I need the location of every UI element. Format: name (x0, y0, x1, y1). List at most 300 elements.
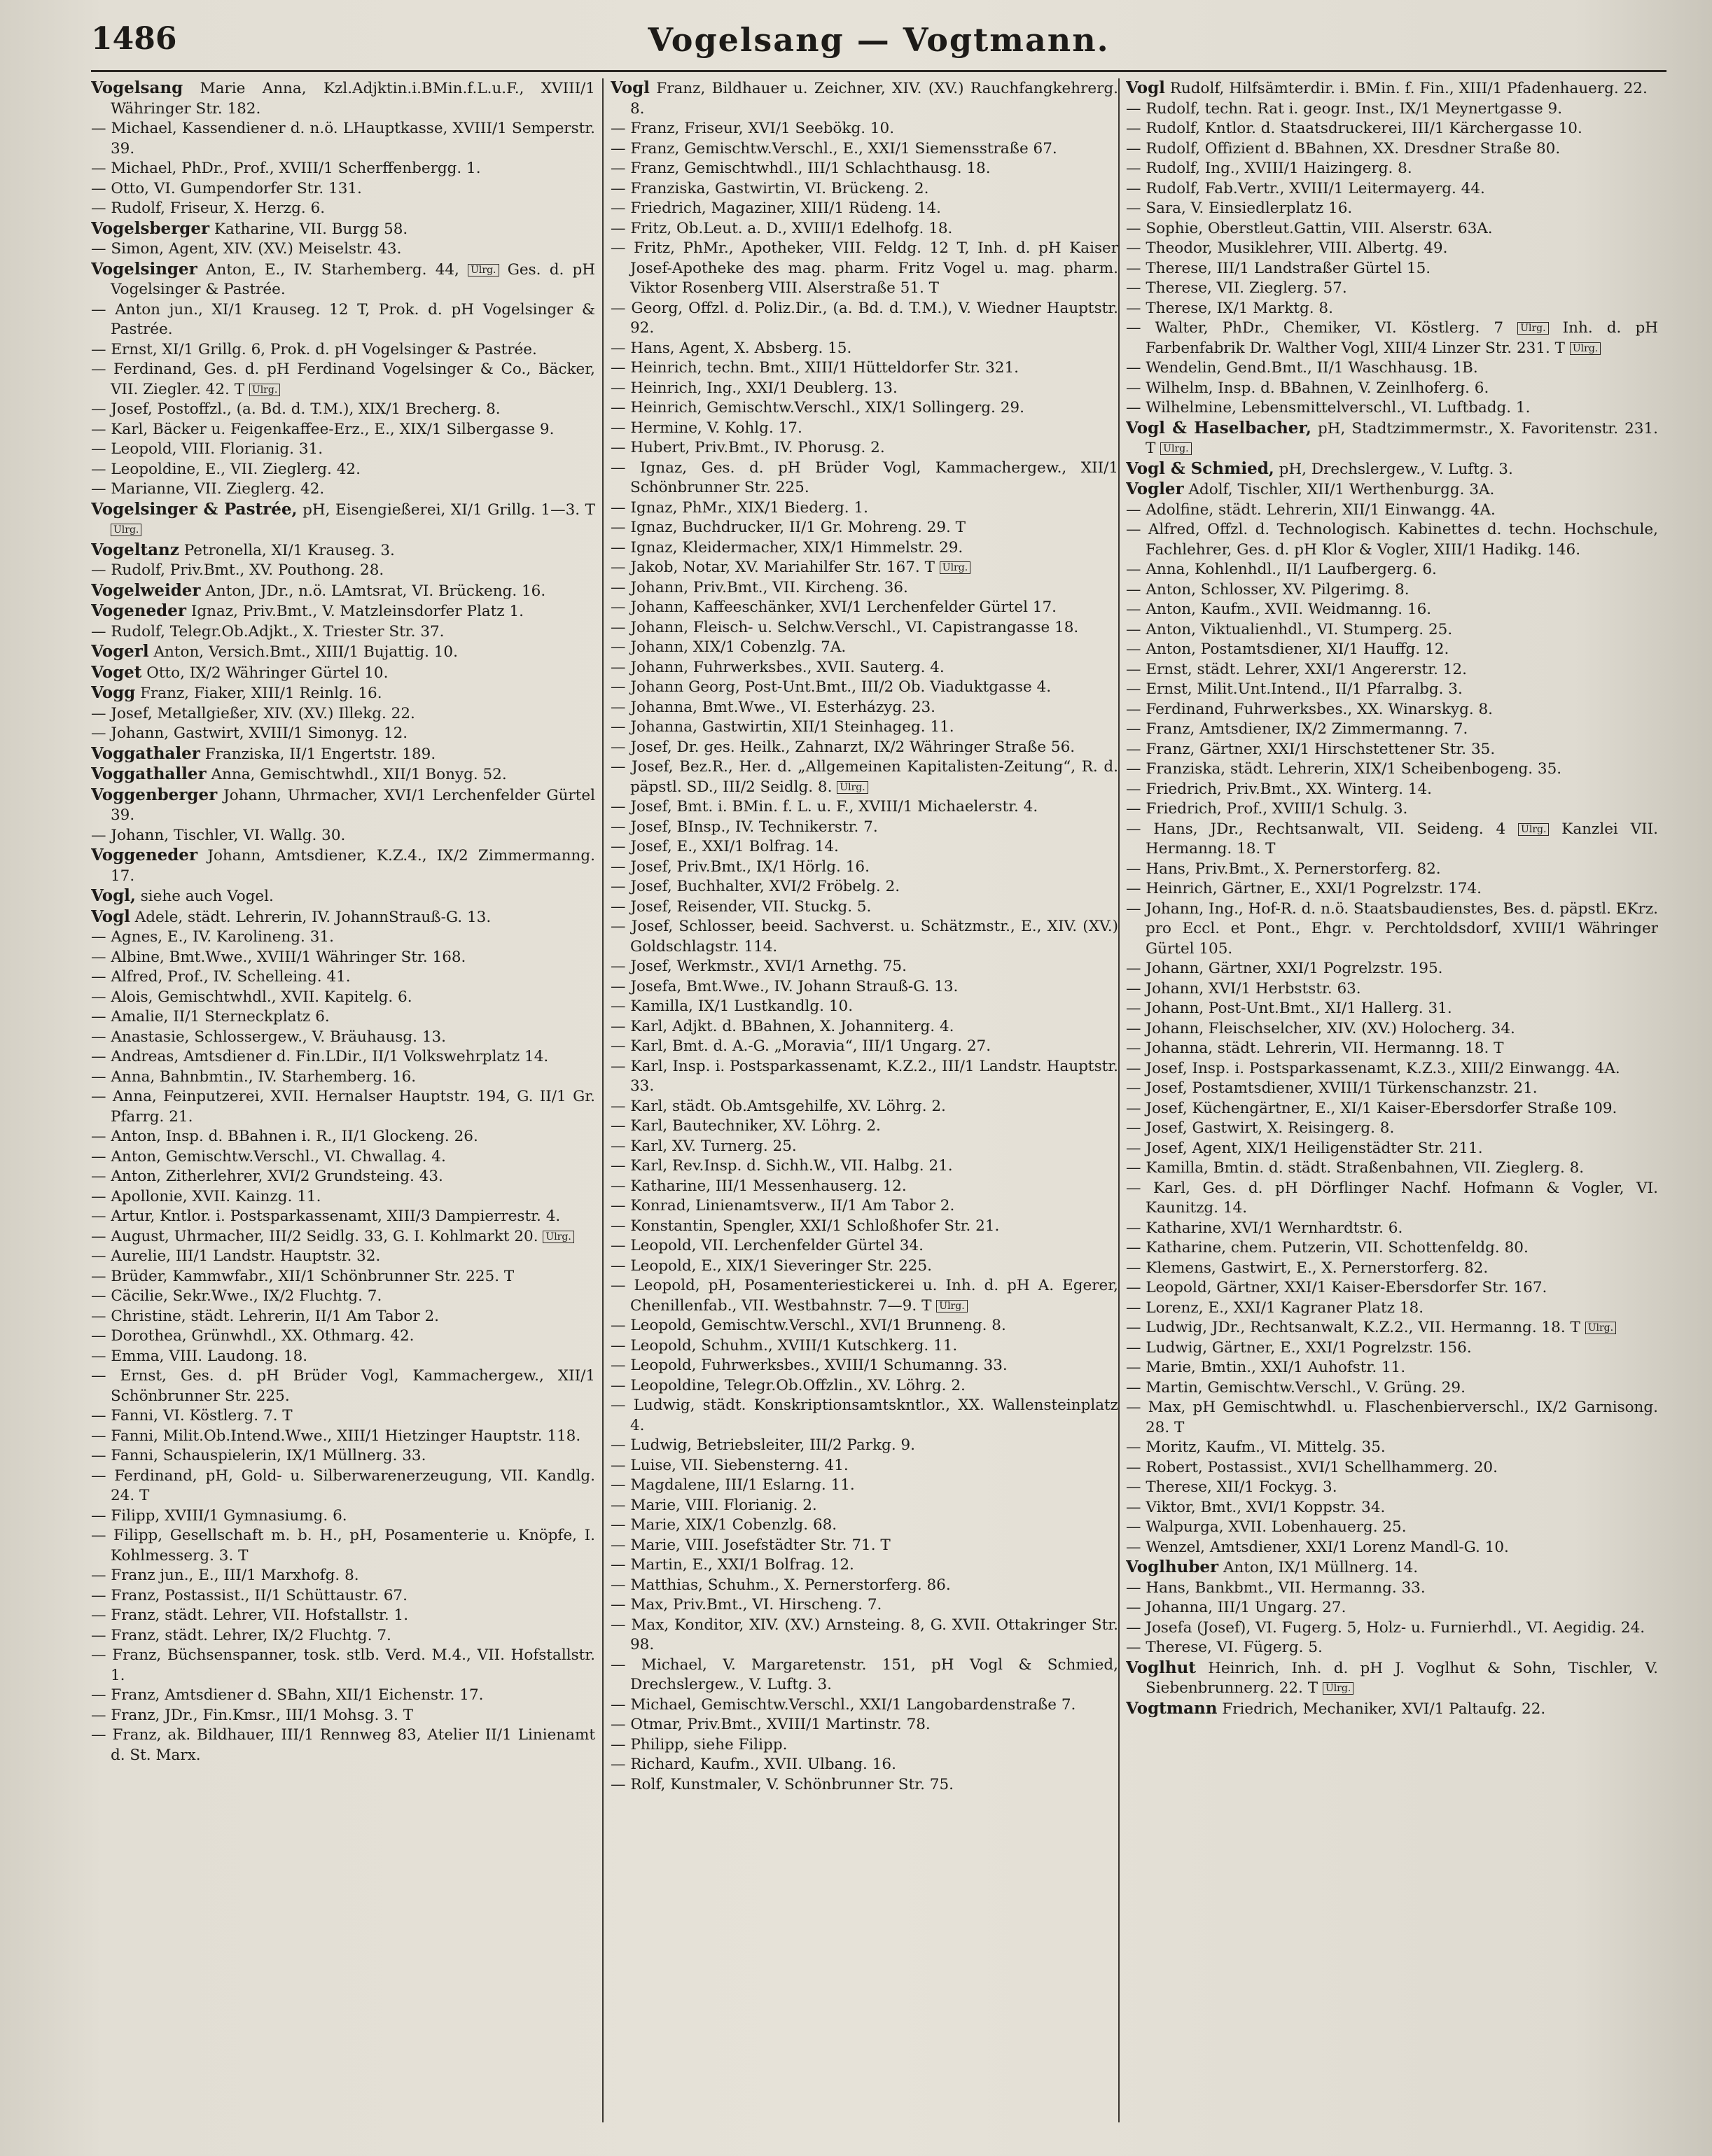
directory-entry (611, 877, 1118, 897)
entry-details: — Fritz, PhMr., Apotheker, VIII. Feldg. 12 T, Inh. d. pH Kaiser Josef-Apotheke des mag. pharm. Fritz Vogel u. mag. pharm. Viktor Rosenberg VIII. Alserstraße 51. T (611, 239, 1118, 297)
entry-details: — Johann, Fleisch- u. Selchw.Verschl., VI. Capistrangasse 18. (611, 618, 1079, 636)
directory-entry (91, 440, 595, 460)
directory-entry (91, 581, 595, 602)
directory-entry (611, 339, 1118, 359)
directory-entry (91, 886, 595, 907)
ulrg-badge: Ulrg. (249, 384, 280, 396)
entry-details: — Hermine, V. Kohlg. 17. (611, 419, 802, 437)
entry-details: — Richard, Kaufm., XVII. Ulbang. 16. (611, 1756, 896, 1773)
entry-details: — Josef, Postoffzl., (a. Bd. d. T.M.), XIX/1 Brecherg. 8. (91, 400, 501, 418)
entry-details: — Jakob, Notar, XV. Mariahilfer Str. 167. T (611, 559, 935, 576)
ulrg-badge: Ulrg. (1517, 322, 1548, 335)
ulrg-badge: Ulrg. (837, 781, 868, 794)
directory-entry (1126, 640, 1658, 660)
directory-entry (611, 299, 1118, 339)
directory-entry (611, 1097, 1118, 1117)
entry-details: — Franz, Gemischtw.Verschl., E., XXI/1 Siemensstraße 67. (611, 139, 1057, 158)
directory-entry (1126, 1059, 1658, 1079)
entry-details: — Michael, Kassendiener d. n.ö. LHauptkasse, XVIII/1 Semperstr. 39. (91, 120, 595, 158)
directory-entry (611, 78, 1118, 119)
directory-entry (1126, 419, 1658, 459)
ulrg-badge: Ulrg. (1585, 1322, 1616, 1334)
entry-surname: Vogerl (91, 642, 149, 661)
directory-entry (611, 638, 1118, 658)
directory-entry (1126, 1119, 1658, 1139)
entry-details: — Karl, städt. Ob.Amtsgehilfe, XV. Löhrg. 2. (611, 1097, 946, 1115)
directory-entry (611, 698, 1118, 718)
entry-details: — Josef, Metallgießer, XIV. (XV.) Illekg. 22. (91, 704, 415, 722)
directory-entry (1126, 1538, 1658, 1558)
column-1 (91, 78, 595, 2136)
directory-entry (1126, 660, 1658, 680)
entry-details: — Josef, Buchhalter, XVI/2 Fröbelg. 2. (611, 878, 900, 895)
entry-details: — Heinrich, Ing., XXI/1 Deublerg. 13. (611, 379, 898, 397)
entry-details: — Dorothea, Grünwhdl., XX. Othmarg. 42. (91, 1327, 415, 1345)
directory-entry (91, 1406, 595, 1427)
directory-entry (91, 988, 595, 1008)
directory-entry (1126, 1099, 1658, 1119)
entry-surname: Vogl, (91, 886, 136, 905)
directory-entry (611, 618, 1118, 638)
directory-entry (91, 927, 595, 948)
entry-details: — Leopoldine, Telegr.Ob.Offzlin., XV. Löhrg. 2. (611, 1376, 966, 1394)
entry-surname: Vogeltanz (91, 540, 179, 559)
entry-details: — Heinrich, techn. Bmt., XIII/1 Hütteldorfer Str. 321. (611, 359, 1019, 377)
ulrg-badge: Ulrg. (468, 264, 499, 276)
directory-entry (1126, 119, 1658, 139)
entry-details: — Josef, Werkmstr., XVI/1 Arnethg. 75. (611, 958, 907, 975)
directory-entry (91, 360, 595, 400)
directory-entry (1126, 459, 1658, 480)
directory-entry (611, 1775, 1118, 1795)
entry-details: — Cäcilie, Sekr.Wwe., IX/2 Fluchtg. 7. (91, 1287, 382, 1305)
directory-entry (91, 540, 595, 561)
entry-details: Adele, städt. Lehrerin, IV. JohannStrauß-G. 13. (134, 908, 492, 926)
entry-details: — Ferdinand, Fuhrwerksbes., XX. Winarskyg. 8. (1126, 700, 1494, 718)
entry-surname: Voggathaler (91, 743, 200, 763)
entry-details: — Josef, Dr. ges. Heilk., Zahnarzt, IX/2 Währinger Straße 56. (611, 738, 1076, 756)
directory-entry (1126, 580, 1658, 601)
directory-entry (611, 1236, 1118, 1256)
directory-entry (611, 1276, 1118, 1316)
directory-entry (1126, 1139, 1658, 1159)
entry-surname: Vogtmann (1126, 1698, 1218, 1718)
directory-entry (91, 179, 595, 200)
entry-details: — Rudolf, Fab.Vertr., XVIII/1 Leitermayerg. 44. (1126, 179, 1485, 197)
directory-entry (611, 358, 1118, 379)
entry-details: — Heinrich, Gemischtw.Verschl., XIX/1 Sollingerg. 29. (611, 399, 1024, 416)
entry-details: — Johanna, III/1 Ungarg. 27. (1126, 1599, 1346, 1616)
entry-details: Katharine, VII. Burgg 58. (214, 220, 408, 238)
entry-details: — Ernst, XI/1 Grillg. 6, Prok. d. pH Vogelsinger & Pastrée. (91, 340, 537, 358)
page-header (91, 14, 1666, 72)
entry-details: — Josef, E., XXI/1 Bolfrag. 14. (611, 838, 839, 855)
entry-details: — Marie, XIX/1 Cobenzlg. 68. (611, 1516, 837, 1534)
entry-details: — Fanni, VI. Köstlerg. 7. T (91, 1407, 293, 1424)
directory-entry (1126, 1658, 1658, 1699)
entry-details: — Therese, VI. Fügerg. 5. (1126, 1639, 1323, 1656)
directory-entry (91, 622, 595, 643)
directory-entry (1126, 680, 1658, 700)
entry-details: — Robert, Postassist., XVI/1 Schellhammerg. 20. (1126, 1458, 1498, 1476)
directory-entry (611, 1576, 1118, 1596)
ulrg-badge: Ulrg. (543, 1231, 573, 1243)
entry-details: — Rudolf, Telegr.Ob.Adjkt., X. Triester Str. 37. (91, 622, 445, 640)
directory-entry (611, 419, 1118, 439)
entry-details: — Ferdinand, pH, Gold- u. Silberwarenerzeugung, VII. Kandlg. 24. T (91, 1466, 595, 1504)
directory-entry (91, 1227, 595, 1247)
directory-entry (91, 219, 595, 240)
entry-details: — Anton, Kaufm., XVII. Weidmanng. 16. (1126, 601, 1432, 618)
directory-entry (611, 159, 1118, 179)
entry-details: — Emma, VIII. Laudong. 18. (91, 1347, 308, 1365)
directory-entry (91, 785, 595, 826)
directory-entry (1126, 1079, 1658, 1099)
directory-entry (91, 642, 595, 663)
entry-surname: Vogl & Schmied, (1126, 458, 1274, 478)
directory-entry (1126, 899, 1658, 960)
entry-details: — Franz, Postassist., II/1 Schüttaustr. 67. (91, 1586, 408, 1604)
directory-entry (1126, 1358, 1658, 1378)
directory-entry (611, 598, 1118, 618)
directory-entry (611, 678, 1118, 698)
entry-details: — Josef, Bez.R., Her. d. „Allgemeinen Kapitalisten-Zeitung“, R. d. päpstl. SD., III/2 Seidlg. 8. (611, 758, 1118, 796)
directory-entry (91, 1267, 595, 1287)
entry-details: — Johanna, Bmt.Wwe., VI. Esterházyg. 23. (611, 698, 935, 716)
entry-details: — Franz, Amtsdiener, IX/2 Zimmermanng. 7. (1126, 720, 1468, 738)
entry-details: — Heinrich, Gärtner, E., XXI/1 Pogrelzstr. 174. (1126, 880, 1482, 897)
entry-details: — Michael, V. Margaretenstr. 151, pH Vogl & Schmied, Drechslergew., V. Luftg. 3. (611, 1656, 1118, 1693)
entry-details: — August, Uhrmacher, III/2 Seidlg. 33, G. I. Kohlmarkt 20. (91, 1227, 538, 1245)
directory-entry (611, 438, 1118, 458)
entry-details: Anton, IX/1 Müllnerg. 14. (1223, 1559, 1419, 1576)
directory-entry (91, 1207, 595, 1227)
directory-entry (1126, 479, 1658, 500)
entry-details: — Karl, Bmt. d. A.-G. „Moravia“, III/1 Ungarg. 27. (611, 1037, 991, 1055)
directory-entry (91, 744, 595, 765)
entry-surname: Vogelsang (91, 78, 183, 97)
directory-entry (611, 1177, 1118, 1197)
directory-entry (1126, 1179, 1658, 1219)
entry-details: — Ludwig, Gärtner, E., XXI/1 Pogrelzstr. 156. (1126, 1338, 1472, 1357)
directory-entry (611, 1017, 1118, 1037)
entry-details: — Franz, Gemischtwhdl., III/1 Schlachthausg. 18. (611, 160, 991, 177)
entry-details: — Johann, Priv.Bmt., VII. Kircheng. 36. (611, 578, 908, 596)
directory-entry (1126, 279, 1658, 299)
directory-entry (91, 724, 595, 744)
entry-details: — Josefa (Josef), VI. Fugerg. 5, Holz- u. Furnierhdl., VI. Aegidig. 24. (1126, 1618, 1645, 1637)
entry-details: — Josef, Agent, XIX/1 Heiligenstädter Str. 211. (1126, 1139, 1483, 1157)
directory-entry (91, 1427, 595, 1447)
entry-details: — Karl, Bäcker u. Feigenkaffee-Erz., E., XIX/1 Silbergasse 9. (91, 420, 555, 438)
entry-details: — Max, Priv.Bmt., VI. Hirscheng. 7. (611, 1596, 882, 1614)
entry-details: — Johann, Gärtner, XXI/1 Pogrelzstr. 195. (1126, 960, 1443, 977)
directory-entry (1126, 1158, 1658, 1179)
entry-details: — Leopold, VIII. Florianig. 31. (91, 440, 323, 458)
entry-details: pH, Stadtzimmermstr., X. Favoritenstr. 231. T (1146, 419, 1658, 457)
entry-details: Otto, IX/2 Währinger Gürtel 10. (146, 664, 389, 682)
entry-details: — Karl, Adjkt. d. BBahnen, X. Johanniterg. 4. (611, 1017, 954, 1035)
directory-entry (611, 1256, 1118, 1277)
entry-details: — Walpurga, XVII. Lobenhauerg. 25. (1126, 1518, 1407, 1536)
directory-entry (91, 1566, 595, 1586)
directory-entry (91, 1446, 595, 1466)
directory-entry (1126, 620, 1658, 640)
directory-entry (611, 1456, 1118, 1476)
entry-details: — Johanna, städt. Lehrerin, VII. Hermanng. 18. T (1126, 1040, 1504, 1057)
entry-details: — Therese, XII/1 Fockyg. 3. (1126, 1478, 1337, 1496)
directory-entry (1126, 1598, 1658, 1618)
entry-details: — Friedrich, Prof., XVIII/1 Schulg. 3. (1126, 800, 1408, 818)
directory-entry (91, 78, 595, 119)
entry-details: — Franz, ak. Bildhauer, III/1 Rennweg 83, Atelier II/1 Linienamt d. St. Marx. (91, 1726, 595, 1764)
entry-details: — Leopold, E., XIX/1 Sieveringer Str. 225. (611, 1256, 932, 1275)
directory-entry (91, 1686, 595, 1706)
entry-surname: Vogelsinger (91, 259, 197, 279)
entry-details: — Ernst, städt. Lehrer, XXI/1 Angererstr. 12. (1126, 660, 1467, 678)
directory-entry (1126, 860, 1658, 880)
directory-entry (1126, 1278, 1658, 1298)
entry-surname: Voggathaller (91, 764, 207, 783)
entry-details: Petronella, XI/1 Krauseg. 3. (183, 541, 395, 559)
entry-details: — Anton, Gemischtw.Verschl., VI. Chwallag. 4. (91, 1147, 446, 1166)
directory-entry (1126, 78, 1658, 99)
directory-entry (611, 239, 1118, 299)
entry-details: — Josef, Küchengärtner, E., XI/1 Kaiser-Ebersdorfer Straße 109. (1126, 1099, 1617, 1117)
directory-entry (91, 1606, 595, 1626)
directory-entry (91, 159, 595, 179)
entry-details: — Philipp, siehe Filipp. (611, 1735, 788, 1754)
entry-details: — Franz, städt. Lehrer, VII. Hofstallstr. 1. (91, 1606, 409, 1624)
directory-entry (611, 1695, 1118, 1716)
directory-entry (91, 1626, 595, 1646)
directory-entry (91, 846, 595, 886)
directory-entry (1126, 1478, 1658, 1498)
entry-details: — Leopoldine, E., VII. Zieglerg. 42. (91, 460, 361, 478)
directory-entry (1126, 1019, 1658, 1040)
directory-entry (611, 1196, 1118, 1217)
directory-entry (611, 858, 1118, 878)
directory-entry (1126, 1578, 1658, 1599)
entry-details: Anton, Versich.Bmt., XIII/1 Bujattig. 10. (153, 643, 458, 661)
entry-details: — Johann, Fleischselcher, XIV. (XV.) Holocherg. 34. (1126, 1019, 1515, 1037)
entry-details: — Johann Georg, Post-Unt.Bmt., III/2 Ob. Viaduktgasse 4. (611, 678, 1052, 696)
directory-entry (1126, 700, 1658, 720)
directory-entry (611, 518, 1118, 538)
directory-entry (91, 1326, 595, 1347)
directory-entry (91, 420, 595, 440)
directory-entry (91, 1287, 595, 1307)
entry-surname: Voggenberger (91, 785, 218, 804)
entry-details: — Josef, Insp. i. Postsparkassenamt, K.Z.3., XIII/2 Einwangg. 4A. (1126, 1059, 1620, 1077)
entry-details: — Rudolf, Priv.Bmt., XV. Pouthong. 28. (91, 561, 384, 579)
directory-entry (1126, 1498, 1658, 1518)
directory-entry (1126, 780, 1658, 800)
entry-details: Franziska, II/1 Engertstr. 189. (204, 745, 436, 763)
entry-details: — Leopold, pH, Posamenteriestickerei u. Inh. d. pH A. Egerer, Chenillenfab., VII. Westbahnstr. 7—9. T (611, 1277, 1118, 1315)
directory-entry (611, 1755, 1118, 1775)
entry-details: — Josefa, Bmt.Wwe., IV. Johann Strauß-G. 13. (611, 977, 959, 995)
directory-entry (1126, 820, 1658, 860)
entry-details: — Anna, Feinputzerei, XVII. Hernalser Hauptstr. 194, G. II/1 Gr. Pfarrg. 21. (91, 1088, 595, 1126)
column-divider (1118, 78, 1120, 2122)
entry-details: — Kamilla, Bmtin. d. städt. Straßenbahnen, VII. Zieglerg. 8. (1126, 1159, 1585, 1177)
entry-details: — Johanna, Gastwirtin, XII/1 Steinhageg. 11. (611, 718, 954, 736)
entry-details: — Alfred, Offzl. d. Technologisch. Kabinettes d. techn. Hochschule, Fachlehrer, Ges. d. pH Klor & Vogler, XIII/1 Hadikg. 146. (1126, 521, 1658, 559)
directory-entry (611, 1336, 1118, 1357)
directory-entry (611, 1656, 1118, 1695)
entry-surname: Voglhut (1126, 1658, 1196, 1677)
entry-details: — Josef, Gastwirt, X. Reisingerg. 8. (1126, 1119, 1395, 1137)
entry-surname: Vogl (91, 906, 130, 926)
entry-details: — Karl, Ges. d. pH Dörflinger Nachf. Hofmann & Vogler, VI. Kaunitzg. 14. (1126, 1179, 1658, 1217)
entry-surname: Voggeneder (91, 846, 198, 864)
entry-details: Anton, E., IV. Starhemberg. 44, (206, 260, 459, 279)
ulrg-badge: Ulrg. (111, 524, 141, 536)
entry-details: — Michael, PhDr., Prof., XVIII/1 Scherffenbergg. 1. (91, 160, 481, 177)
entry-details: — Apollonie, XVII. Kainzg. 11. (91, 1187, 321, 1205)
entry-details: — Fanni, Schauspielerin, IX/1 Müllnerg. 33. (91, 1447, 426, 1464)
entry-details: — Albine, Bmt.Wwe., XVIII/1 Währinger Str. 168. (91, 948, 466, 966)
entry-details: Johann, Uhrmacher, XVI/1 Lerchenfelder Gürtel 39. (111, 786, 595, 824)
directory-entry (91, 260, 595, 300)
directory-entry (1126, 720, 1658, 740)
directory-entry (611, 977, 1118, 997)
entry-details: — Otmar, Priv.Bmt., XVIII/1 Martinstr. 78. (611, 1716, 931, 1733)
directory-entry (91, 1087, 595, 1127)
entry-details: — Anna, Bahnbmtin., IV. Starhemberg. 16. (91, 1068, 417, 1086)
entry-details: — Hans, Agent, X. Absberg. 15. (611, 339, 852, 357)
column-2 (611, 78, 1118, 2136)
directory-entry (611, 1715, 1118, 1735)
entry-details: — Lorenz, E., XXI/1 Kagraner Platz 18. (1126, 1298, 1424, 1317)
directory-entry (611, 1137, 1118, 1157)
ulrg-badge: Ulrg. (940, 561, 970, 574)
directory-entry (1126, 1318, 1658, 1338)
directory-entry (91, 119, 595, 159)
entry-details: — Marie, VIII. Florianig. 2. (611, 1496, 817, 1514)
entry-details: — Klemens, Gastwirt, E., X. Pernerstorferg. 82. (1126, 1259, 1489, 1277)
entry-details: — Alfred, Prof., IV. Schelleing. 41. (91, 968, 351, 986)
entry-details: — Michael, Gemischtw.Verschl., XXI/1 Langobardenstraße 7. (611, 1695, 1076, 1714)
directory-entry (611, 797, 1118, 818)
entry-details: — Johann, Post-Unt.Bmt., XI/1 Hallerg. 31. (1126, 1000, 1452, 1017)
entry-details: — Therese, III/1 Landstraßer Gürtel 15. (1126, 259, 1431, 277)
ulrg-badge: Ulrg. (936, 1300, 967, 1312)
directory-entry (611, 658, 1118, 678)
entry-details: — Filipp, Gesellschaft m. b. H., pH, Posamenterie u. Knöpfe, I. Kohlmesserg. 3. T (91, 1527, 595, 1564)
directory-entry (1126, 199, 1658, 219)
entry-details: — Johann, Ing., Hof-R. d. n.ö. Staatsbaudienstes, Bes. d. päpstl. EKrz. pro Eccl. et Pont., Ehgr. v. Perchtoldsdorf, XVIII/1 Währinger Gürtel 105. (1126, 899, 1658, 958)
directory-entry (611, 1057, 1118, 1097)
entry-surname: Vogg (91, 683, 136, 702)
entry-details: — Konrad, Linienamtsverw., II/1 Am Tabor 2. (611, 1197, 955, 1214)
directory-entry (611, 1476, 1118, 1496)
directory-entry (611, 1396, 1118, 1436)
directory-entry (91, 500, 595, 540)
directory-entry (91, 1068, 595, 1088)
entry-details: Friedrich, Mechaniker, XVI/1 Paltaufg. 22. (1222, 1700, 1546, 1718)
entry-details: Marie Anna, Kzl.Adjktin.i.BMin.f.L.u.F., XVIII/1 Währinger Str. 182. (111, 80, 595, 118)
directory-entry (91, 340, 595, 360)
entry-details: — Hans, Priv.Bmt., X. Pernerstorferg. 82. (1126, 860, 1441, 878)
directory-entry (611, 1536, 1118, 1556)
directory-entry (611, 837, 1118, 858)
directory-entry (91, 561, 595, 581)
entry-details: — Moritz, Kaufm., VI. Mittelg. 35. (1126, 1438, 1386, 1456)
directory-entry (91, 239, 595, 260)
entry-details: — Friedrich, Priv.Bmt., XX. Winterg. 14. (1126, 780, 1432, 798)
directory-entry (611, 997, 1118, 1017)
directory-entry (91, 1646, 595, 1686)
directory-entry (611, 119, 1118, 139)
entry-details-cont: Ges. d. pH Vogelsinger & Pastrée. (111, 260, 595, 298)
entry-details: Anton, JDr., n.ö. LAmtsrat, VI. Brückeng. 16. (205, 582, 546, 600)
entry-details: — Franz, JDr., Fin.Kmsr., III/1 Mohsg. 3. T (91, 1706, 414, 1724)
directory-entry (91, 1047, 595, 1068)
directory-entry (611, 1316, 1118, 1336)
directory-entry (611, 1516, 1118, 1536)
entry-details: — Rudolf, Ing., XVIII/1 Haizingerg. 8. (1126, 160, 1412, 177)
entry-details: — Karl, XV. Turnerg. 25. (611, 1137, 797, 1155)
directory-entry (611, 1116, 1118, 1137)
directory-entry (91, 1466, 595, 1506)
entry-details: — Hans, JDr., Rechtsanwalt, VII. Seideng. 4 (1126, 820, 1506, 838)
entry-details: — Ernst, Ges. d. pH Brüder Vogl, Kammachergew., XII/1 Schönbrunner Str. 225. (91, 1367, 595, 1405)
directory-entry (91, 663, 595, 684)
entry-details: — Kamilla, IX/1 Lustkandlg. 10. (611, 997, 854, 1015)
directory-entry (611, 1555, 1118, 1576)
entry-details: — Ignaz, Buchdrucker, II/1 Gr. Mohreng. 29. T (611, 519, 966, 536)
entry-details: — Sophie, Oberstleut.Gattin, VIII. Alserstr. 63A. (1126, 219, 1493, 237)
entry-details: — Anastasie, Schlossergew., V. Bräuhausg. 13. (91, 1028, 447, 1046)
entry-details: — Amalie, II/1 Sterneckplatz 6. (91, 1008, 330, 1026)
directory-entry (91, 967, 595, 988)
entry-details-cont: Kanzlei VII. Hermanng. 18. T (1146, 820, 1658, 858)
directory-entry (611, 578, 1118, 598)
entry-details: — Katharine, XVI/1 Wernhardtstr. 6. (1126, 1219, 1403, 1237)
directory-entry (1126, 959, 1658, 979)
entry-details: — Fanni, Milit.Ob.Intend.Wwe., XIII/1 Hietzinger Hauptstr. 118. (91, 1427, 581, 1445)
directory-entry (1126, 1298, 1658, 1319)
entry-details: — Rudolf, techn. Rat i. geogr. Inst., IX/1 Meynertgasse 9. (1126, 99, 1563, 118)
directory-entry (1126, 398, 1658, 419)
entry-details: — Karl, Insp. i. Postsparkassenamt, K.Z.2., III/1 Landstr. Hauptstr. 33. (611, 1057, 1118, 1095)
directory-entry (91, 1247, 595, 1267)
directory-entry (1126, 520, 1658, 560)
directory-entry (611, 1156, 1118, 1177)
directory-entry (91, 948, 595, 968)
entry-details: — Aurelie, III/1 Landstr. Hauptstr. 32. (91, 1247, 381, 1265)
entry-details: — Agnes, E., IV. Karolineng. 31. (91, 928, 334, 946)
column-3 (1126, 78, 1658, 2136)
directory-entry (1126, 1618, 1658, 1639)
directory-entry (1126, 1438, 1658, 1458)
directory-entry (1126, 799, 1658, 820)
entry-details: — Marie, Bmtin., XXI/1 Auhofstr. 11. (1126, 1359, 1406, 1376)
entry-details: — Anton, Viktualienhdl., VI. Stumperg. 25. (1126, 620, 1453, 638)
directory-entry (611, 917, 1118, 957)
entry-details: — Therese, IX/1 Marktg. 8. (1126, 299, 1333, 317)
entry-details: — Josef, Priv.Bmt., IX/1 Hörlg. 16. (611, 858, 870, 876)
directory-entry (611, 538, 1118, 559)
entry-details: pH, Eisengießerei, XI/1 Grillg. 1—3. T (302, 500, 595, 519)
directory-entry (91, 1506, 595, 1527)
directory-entry (1126, 1699, 1658, 1720)
directory-entry (91, 1526, 595, 1566)
entry-details: — Johann, XVI/1 Herbststr. 63. (1126, 979, 1361, 997)
entry-surname: Vogl & Haselbacher, (1126, 418, 1311, 438)
